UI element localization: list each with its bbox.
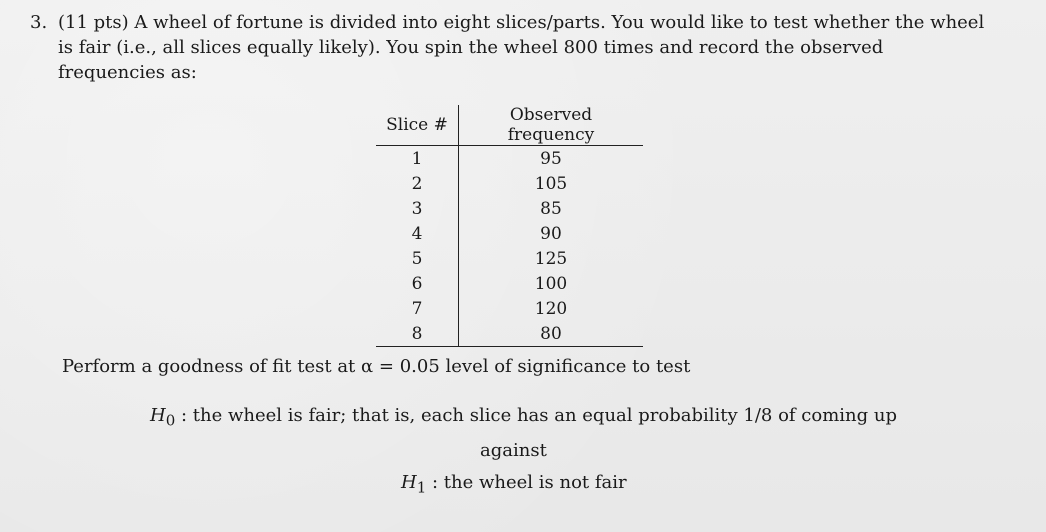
against-label: against <box>480 440 547 461</box>
header-observed-frequency: Observed frequency <box>459 105 644 146</box>
h1-subscript: 1 <box>416 478 427 497</box>
h1-text: : the wheel is not fair <box>431 472 627 493</box>
table-row <box>376 171 643 196</box>
frequency-cell: 95 <box>540 148 562 169</box>
frequency-cell: 120 <box>534 298 568 319</box>
table-row <box>376 196 643 221</box>
slice-cell: 4 <box>376 221 459 246</box>
h1-symbol: H <box>401 472 417 493</box>
table-row <box>376 221 643 246</box>
alternative-hypothesis <box>401 472 627 497</box>
header-slice: Slice # <box>376 105 459 146</box>
slice-cell: 7 <box>376 296 459 321</box>
slice-cell: 3 <box>376 196 459 221</box>
table-header-row <box>376 105 643 146</box>
table-row <box>376 146 643 172</box>
slice-cell: 6 <box>376 271 459 296</box>
h0-symbol: H <box>150 405 166 426</box>
table-row <box>376 246 643 271</box>
slice-cell: 2 <box>376 171 459 196</box>
table-row <box>376 296 643 321</box>
slice-cell: 8 <box>376 321 459 347</box>
h0-text: : the wheel is fair; that is, each slice has an equal probability 1/8 of coming up <box>180 405 897 426</box>
frequency-cell: 125 <box>534 248 568 269</box>
problem-statement <box>30 10 990 85</box>
h0-subscript: 0 <box>165 411 176 430</box>
frequency-cell: 100 <box>534 273 568 294</box>
frequency-cell: 80 <box>459 321 644 347</box>
frequency-cell: 105 <box>534 173 568 194</box>
task-statement: Perform a goodness of fit test at α = 0.05 level of significance to test <box>62 356 691 377</box>
problem-number: 3. <box>30 12 48 33</box>
table-row <box>376 321 643 347</box>
frequency-table <box>376 105 643 347</box>
slice-cell: 5 <box>376 246 459 271</box>
problem-text: (11 pts) A wheel of fortune is divided into eight slices/parts. You would like to test whether the wheel is fair (i.e., all slices equally likely). You spin the wheel 800 times and record the observed frequencies as: <box>58 12 985 83</box>
frequency-cell: 85 <box>540 198 562 219</box>
slice-cell: 1 <box>376 146 459 172</box>
table-row <box>376 271 643 296</box>
null-hypothesis <box>150 405 897 430</box>
frequency-cell: 90 <box>540 223 562 244</box>
